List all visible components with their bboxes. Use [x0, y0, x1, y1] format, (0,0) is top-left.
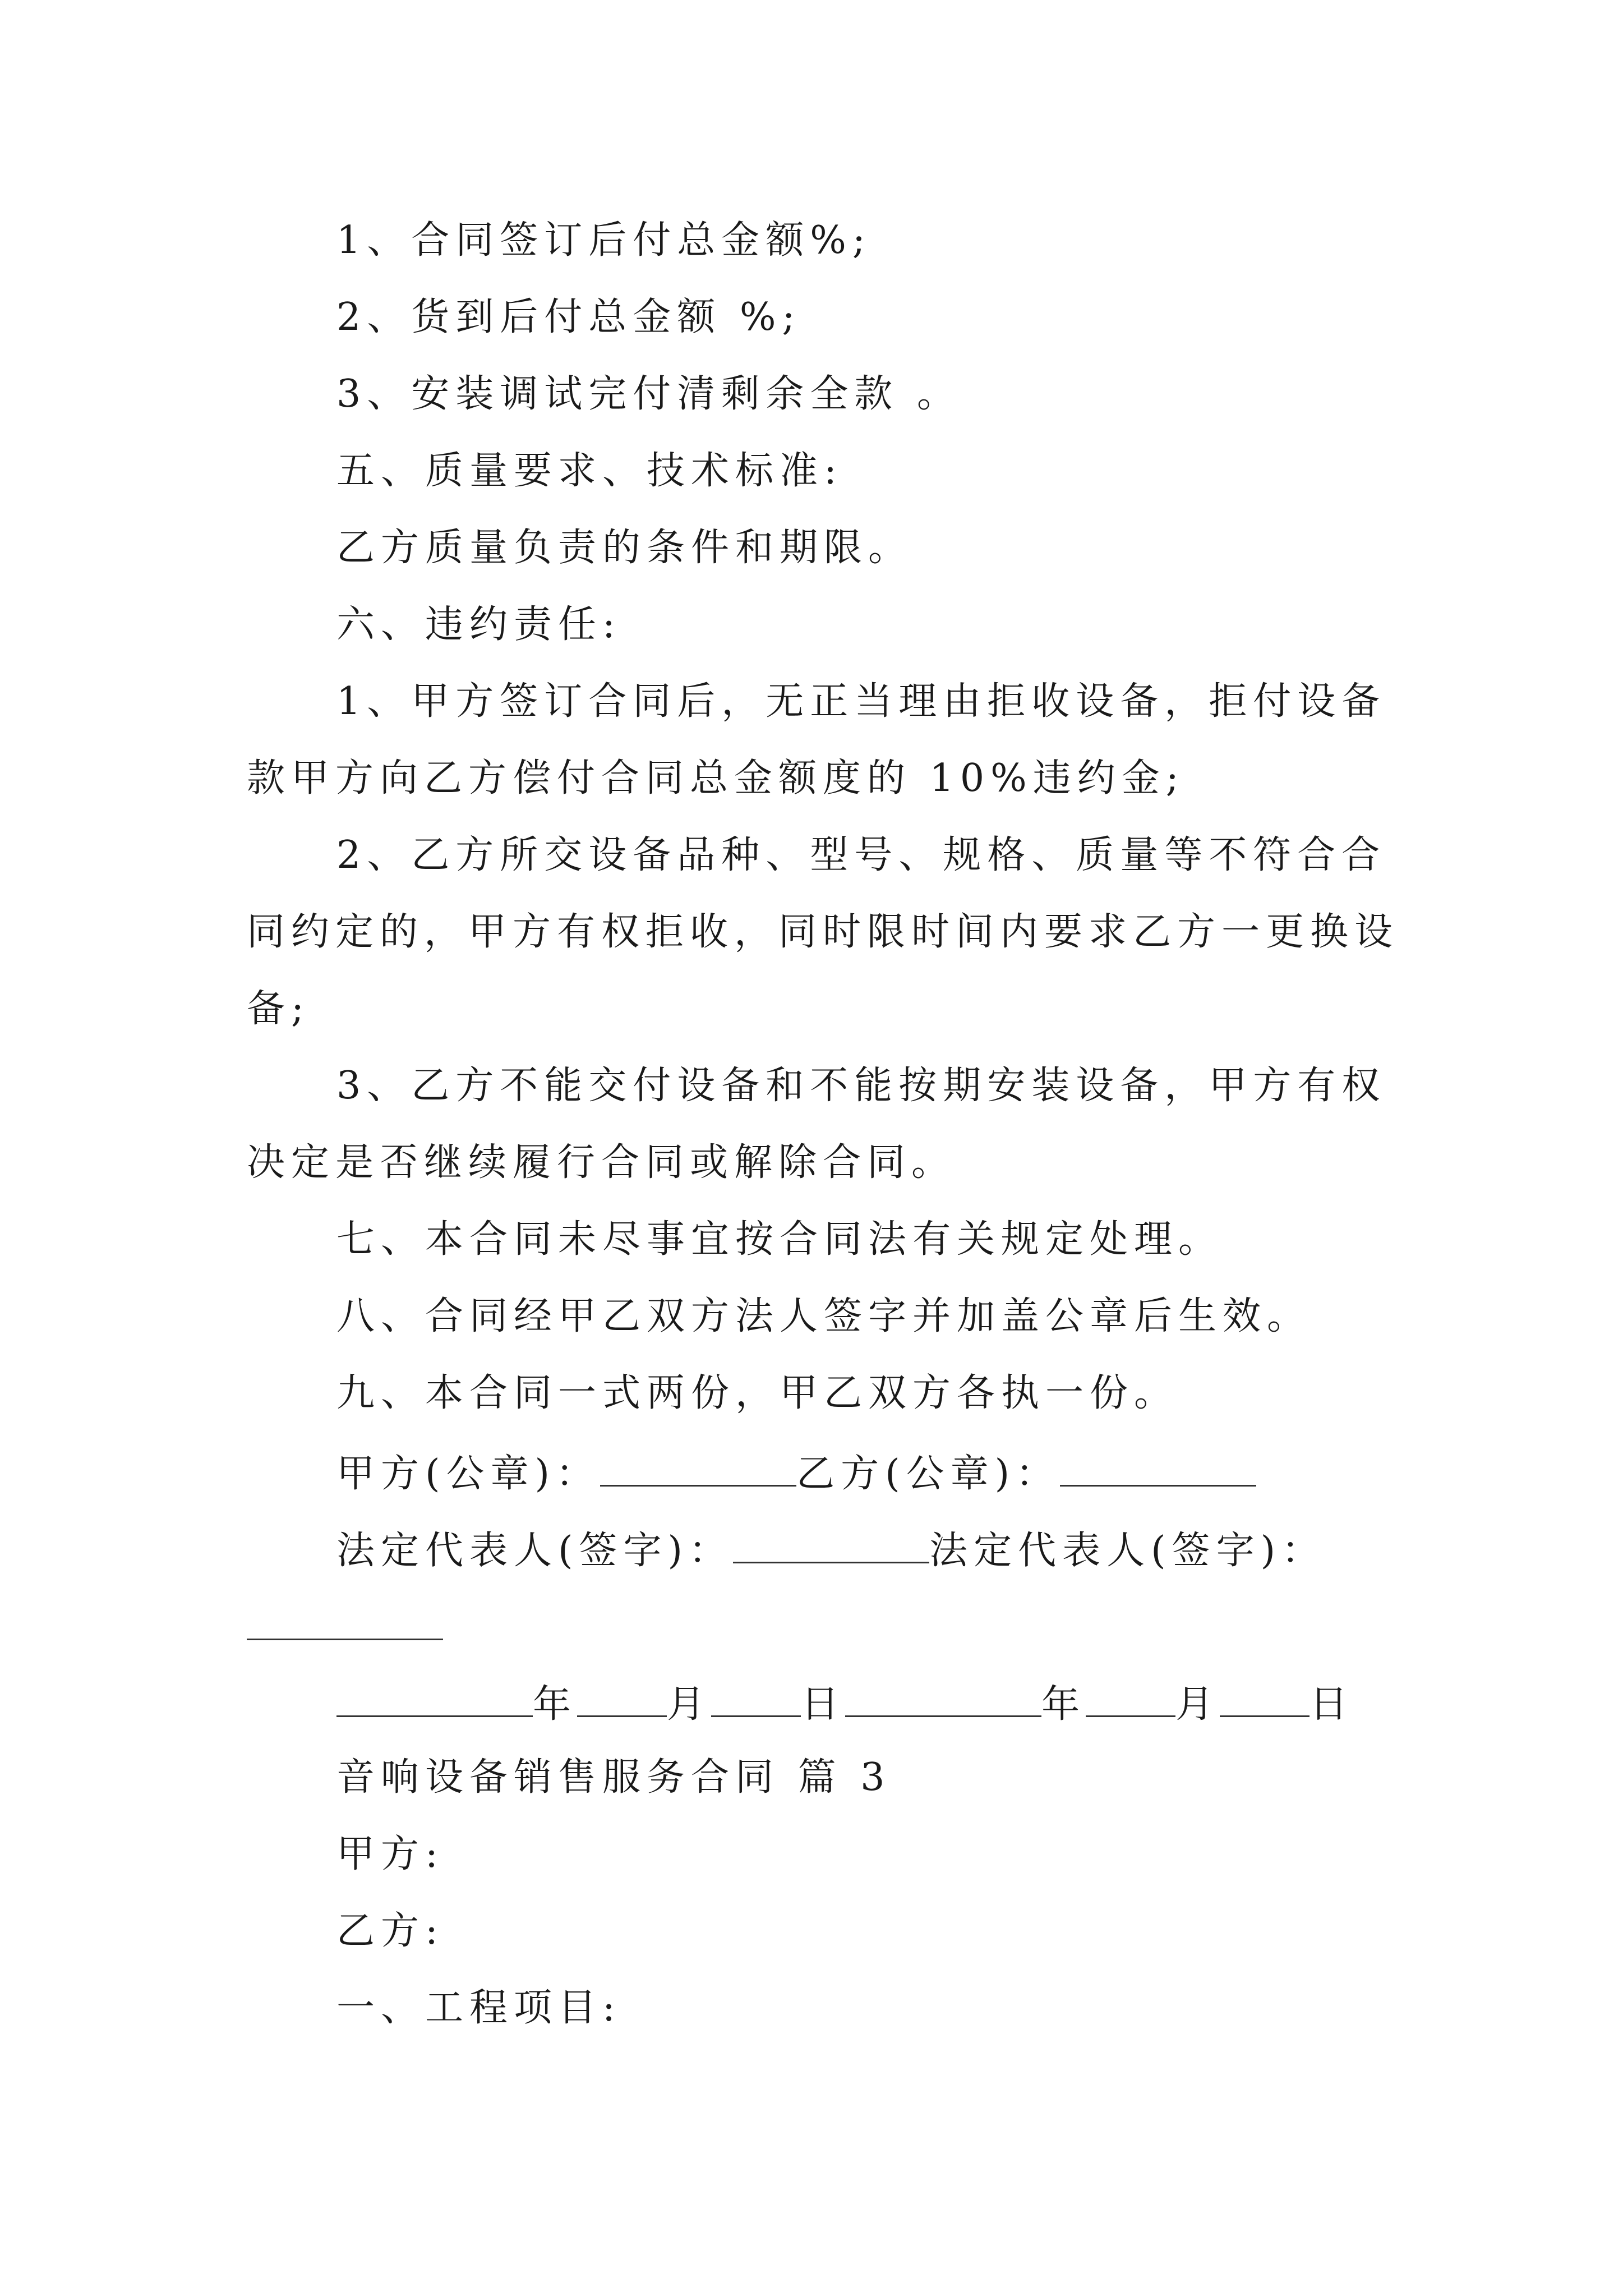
party-a-month-blank: [577, 1682, 667, 1717]
seal-row: [336, 1451, 1256, 1496]
contract-3-item-1: 一、工程项目:: [336, 1986, 621, 2030]
representative-row: [336, 1528, 1326, 1573]
party-a-day-blank: [711, 1682, 801, 1717]
payment-term-1: 1、合同签订后付总金额%;: [336, 218, 872, 263]
contract-3-party-b: 乙方:: [336, 1909, 444, 1953]
contract-3-party-a: 甲方:: [336, 1832, 444, 1876]
section-5-text: 乙方质量负责的条件和期限。: [336, 526, 913, 570]
party-a-year-label: 年: [533, 1682, 578, 1727]
section-7: 七、本合同未尽事宜按合同法有关规定处理。: [336, 1217, 1223, 1262]
party-a-seal-blank: [600, 1451, 796, 1487]
party-a-seal-label: 甲方(公章)：: [336, 1452, 601, 1496]
party-b-rep-blank: [247, 1605, 443, 1640]
party-b-month-blank: [1086, 1682, 1175, 1717]
party-b-day-label: 日: [1310, 1682, 1354, 1727]
party-b-month-label: 月: [1175, 1682, 1220, 1727]
liability-3-line-1: 3、乙方不能交付设备和不能按期安装设备，甲方有权: [336, 1064, 1386, 1108]
payment-term-2: 2、货到后付总金额 %;: [336, 295, 801, 339]
party-a-day-label: 日: [801, 1682, 846, 1727]
party-b-year-blank: [845, 1682, 1041, 1717]
liability-1-line-1: 1、甲方签订合同后，无正当理由拒收设备，拒付设备: [336, 679, 1386, 724]
liability-3-line-2: 决定是否继续履行合同或解除合同。: [247, 1140, 956, 1185]
contract-3-title: 音响设备销售服务合同 篇 3: [336, 1755, 891, 1800]
party-b-year-label: 年: [1041, 1682, 1086, 1727]
party-a-rep-blank: [733, 1528, 929, 1563]
section-6-heading: 六、违约责任:: [336, 602, 621, 647]
liability-2-line-2: 同约定的，甲方有权拒收，同时限时间内要求乙方一更换设: [247, 910, 1399, 954]
date-row: [336, 1682, 1354, 1727]
party-a-rep-label: 法定代表人(签字)：: [336, 1529, 734, 1573]
party-b-seal-label: 乙方(公章)：: [796, 1452, 1061, 1496]
party-b-rep-label: 法定代表人(签字)：: [929, 1529, 1326, 1573]
party-b-day-blank: [1220, 1682, 1310, 1717]
party-a-year-blank: [336, 1682, 533, 1717]
section-5-heading: 五、质量要求、技术标准:: [336, 449, 843, 493]
party-a-month-label: 月: [667, 1682, 712, 1727]
liability-2-line-3: 备;: [247, 987, 310, 1031]
representative-row-continued: [247, 1605, 443, 1647]
section-9: 九、本合同一式两份，甲乙双方各执一份。: [336, 1371, 1179, 1415]
liability-2-line-1: 2、乙方所交设备品种、型号、规格、质量等不符合合: [336, 833, 1386, 877]
party-b-seal-blank: [1060, 1451, 1256, 1487]
liability-1-line-2: 款甲方向乙方偿付合同总金额度的 10%违约金;: [247, 756, 1185, 800]
section-8: 八、合同经甲乙双方法人签字并加盖公章后生效。: [336, 1294, 1312, 1338]
payment-term-3: 3、安装调试完付清剩余全款 。: [336, 372, 961, 416]
